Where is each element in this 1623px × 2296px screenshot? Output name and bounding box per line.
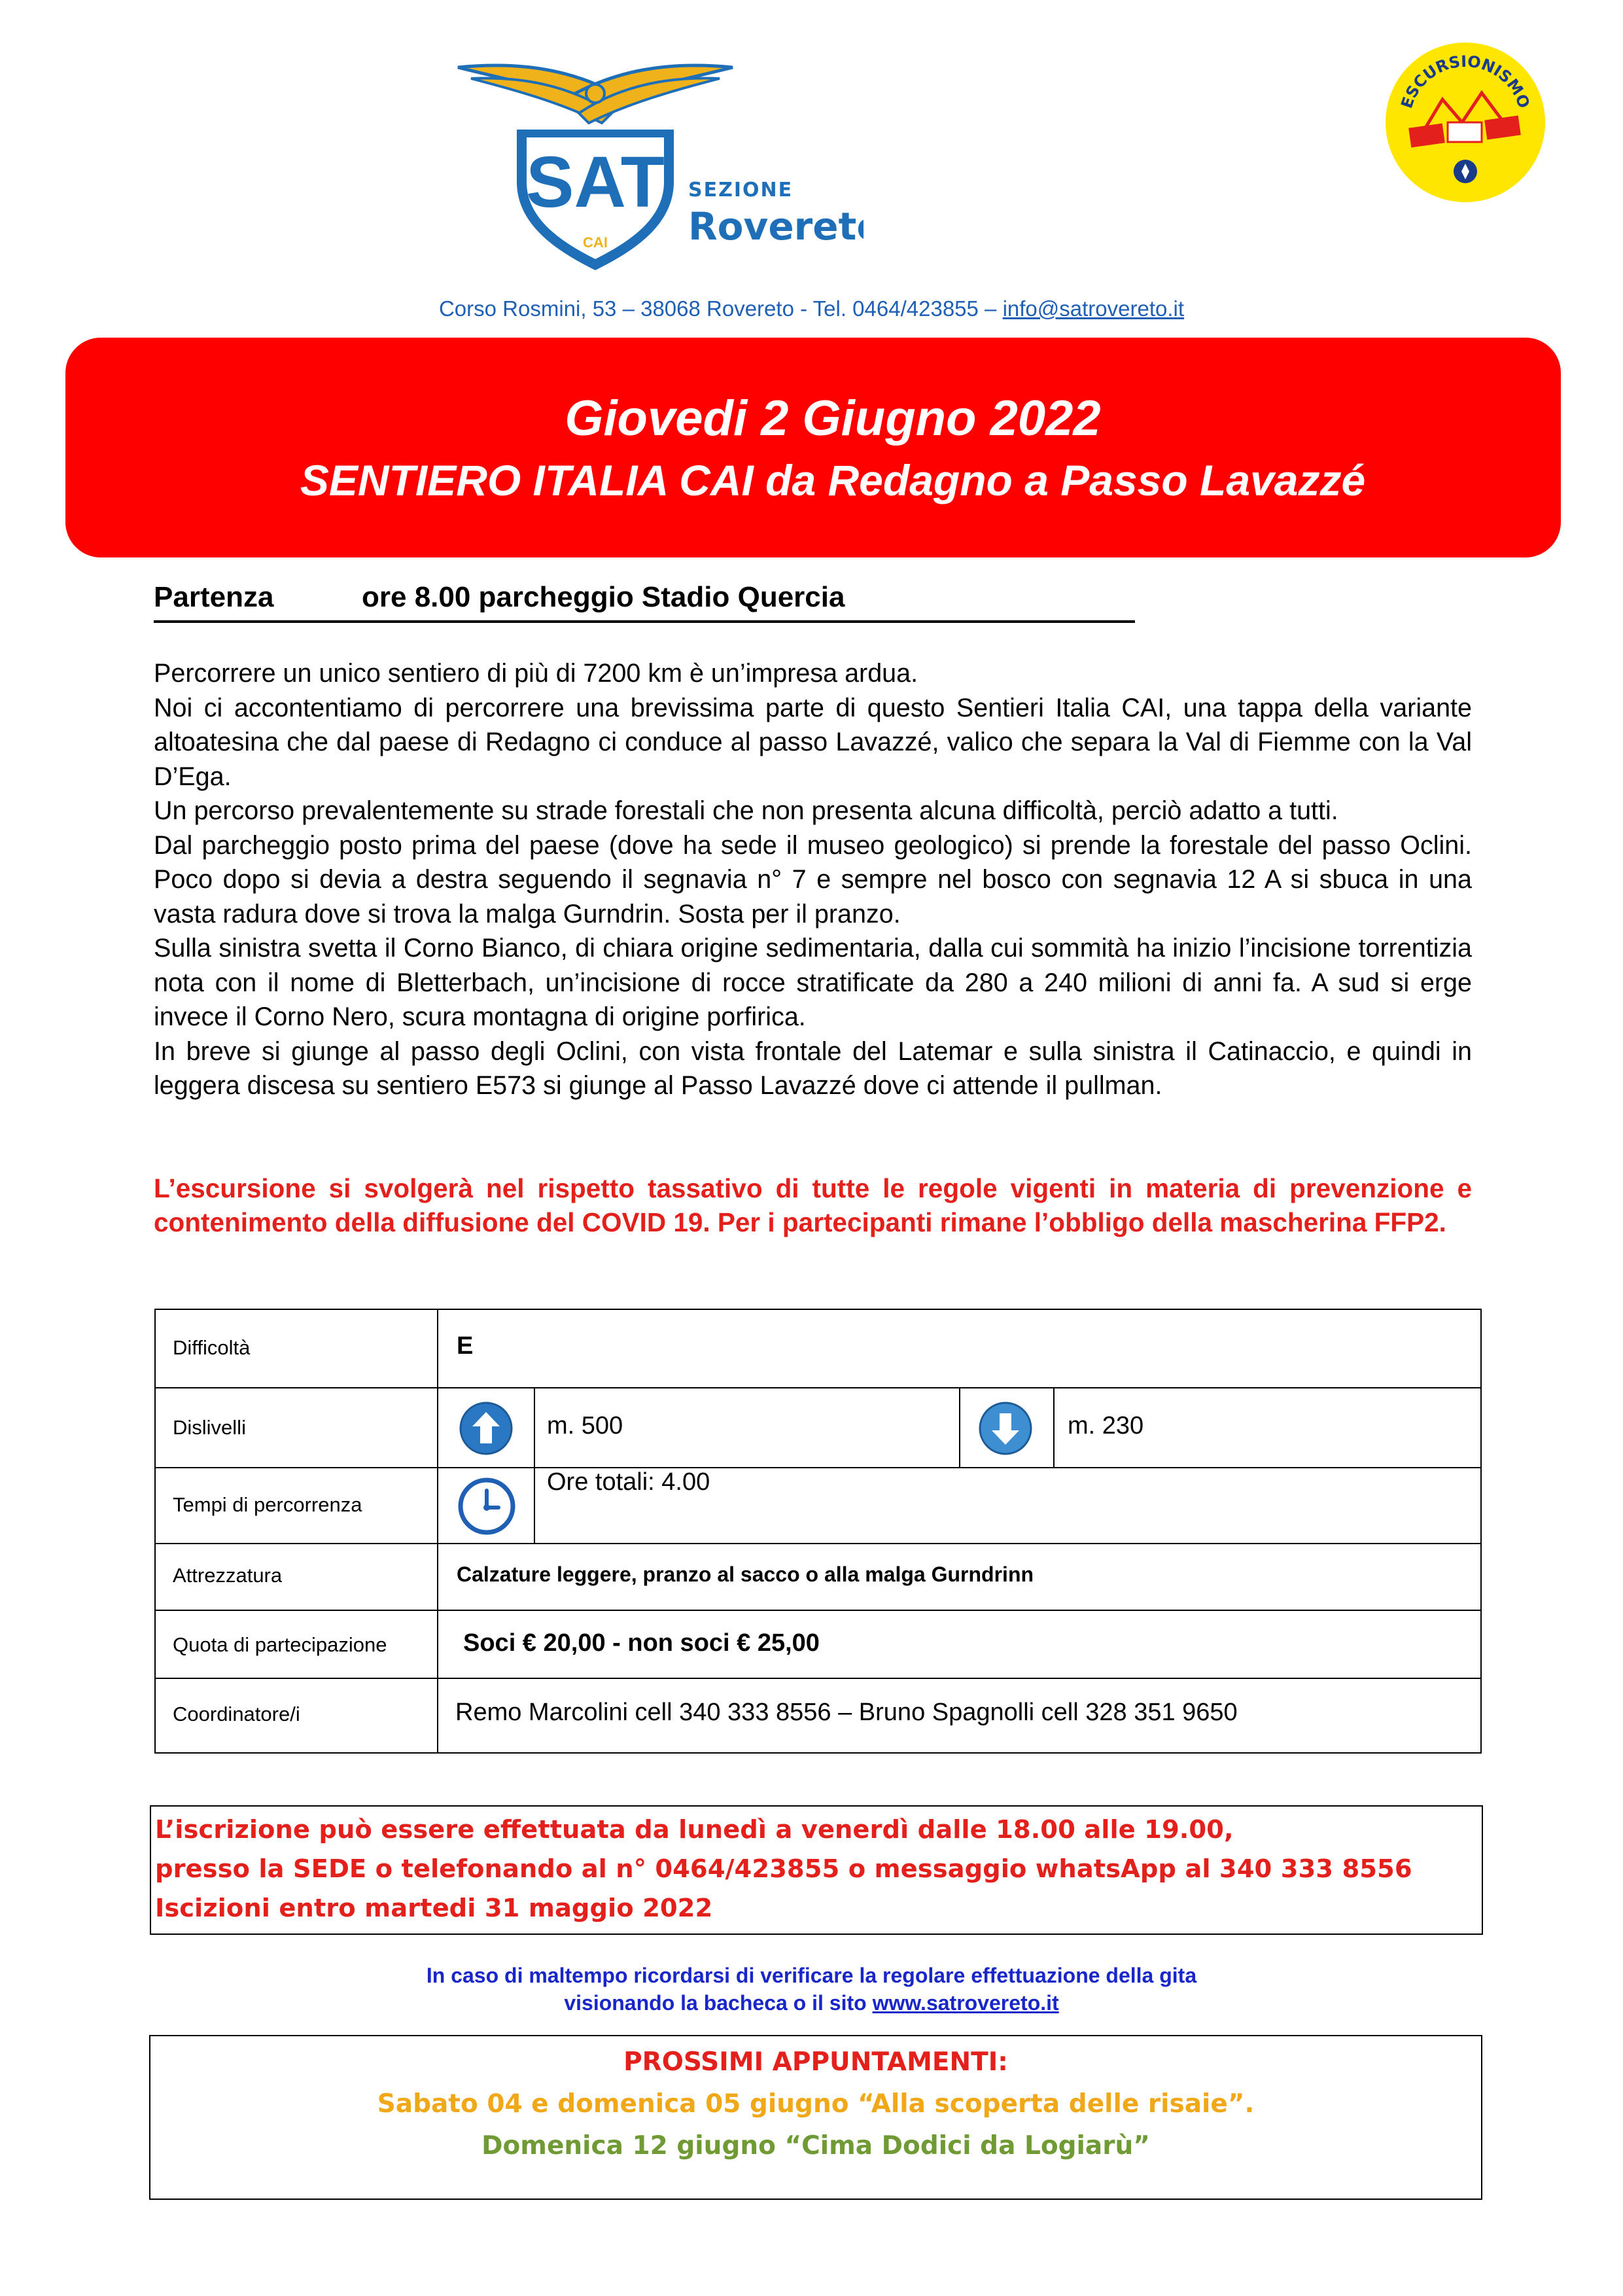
sat-letters: SAT [526, 142, 665, 222]
event-date: Giovedi 2 Giugno 2022 [565, 391, 1101, 446]
hiking-badge-icon [1384, 41, 1547, 204]
weather-note [0, 1962, 1623, 2017]
time-value: Ore totali: 4.00 [547, 1468, 710, 1496]
description-paragraph: Dal parcheggio posto prima del paese (dove ha sede il museo geologico) si prende la forestale del passo Oclini. Poco dopo si devia a destra seguendo il segnavia n° 7 e sempre nel bosco con segnavia 12 A si sbuca in una vasta radura dove si trova la malga Gurndrin. Sosta per il pranzo. [154, 830, 1472, 928]
weather-note-line: In caso di maltempo ricordarsi di verificare la regolare effettuazione della gita [426, 1964, 1197, 1987]
description-paragraph: Sulla sinistra svetta il Corno Bianco, di chiara origine sedimentaria, dalla cui sommità ha inizio l’incisione torrentizia nota con il nome di Bletterbach, un’incisione di rocce stratificate da 280 a 240 milioni di anni fa. A sud si erge invece il Corno Nero, scura montagna di origine porfirica. [154, 934, 1472, 1031]
registration-box [150, 1805, 1483, 1935]
sezione-label: SEZIONE [688, 179, 794, 202]
arrow-down-circle-icon [979, 1402, 1032, 1455]
upcoming-title: PROSSIMI APPUNTAMENTI: [623, 2047, 1008, 2077]
sat-logo [445, 58, 864, 274]
equipment-label: Attrezzatura [173, 1564, 283, 1587]
upcoming-item: Sabato 04 e domenica 05 giugno “Alla scoperta delle risaie”. [377, 2089, 1255, 2119]
difficulty-value: E [457, 1332, 474, 1360]
description-paragraph: Noi ci accontentiamo di percorrere una brevissima parte di questo Sentieri Italia CAI, una tappa della variante altoatesina che dal paese di Redagno ci conduce al passo Lavazzé, valico che separa la Val di Fiemme con la Val D’Ega. [154, 693, 1472, 791]
rovereto-label: Rovereto [688, 204, 864, 249]
website-link[interactable]: www.satrovereto.it [872, 1991, 1059, 2015]
address-text: Corso Rosmini, 53 – 38068 Rovereto - Tel. 0464/423855 – [438, 296, 1003, 321]
cai-letters: CAI [583, 234, 608, 251]
description-paragraph: Un percorso prevalentemente su strade forestali che non presenta alcuna difficoltà, perciò adatto a tutti. [154, 796, 1338, 825]
event-title: SENTIERO ITALIA CAI da Redagno a Passo Lavazzé [300, 456, 1366, 504]
departure-line [154, 576, 1135, 623]
eagle-shield-icon [445, 58, 864, 274]
escursionismo-badge [1384, 41, 1547, 204]
fee-label: Quota di partecipazione [173, 1633, 387, 1656]
departure-value: ore 8.00 parcheggio Stadio Quercia [362, 581, 845, 613]
departure-label: Partenza [154, 581, 274, 613]
equipment-value: Calzature leggere, pranzo al sacco o alla malga Gurndrinn [457, 1563, 1034, 1586]
arrow-up-circle-icon [459, 1402, 513, 1455]
fee-value: Soci € 20,00 - non soci € 25,00 [463, 1629, 820, 1657]
description [154, 656, 1472, 1103]
clock-icon [458, 1477, 515, 1535]
elevation-label: Dislivelli [173, 1416, 246, 1439]
weather-note-prefix: visionando la bacheca o il sito [564, 1991, 873, 2015]
description-paragraph: Percorrere un unico sentiero di più di 7200 km è un’impresa ardua. [154, 659, 918, 688]
registration-line: L’iscrizione può essere effettuata da lunedì a venerdì dalle 18.00 alle 19.00, [155, 1815, 1234, 1845]
title-banner [65, 338, 1561, 557]
time-label: Tempi di percorrenza [173, 1493, 362, 1516]
description-paragraph: In breve si giunge al passo degli Oclini, con vista frontale del Latemar e sulla sinistra il Catinaccio, e quindi in leggera discesa su sentiero E573 si giunge al Passo Lavazzé dove ci attende il pullman. [154, 1036, 1472, 1100]
descent-value: m. 230 [1068, 1412, 1144, 1439]
address-line [0, 296, 1623, 321]
registration-line: Iscizioni entro martedi 31 maggio 2022 [155, 1894, 713, 1923]
coordinators-label: Coordinatore/i [173, 1703, 300, 1725]
difficulty-label: Difficoltà [173, 1336, 251, 1359]
covid-notice: L’escursione si svolgerà nel rispetto tassativo di tutte le regole vigenti in materia di prevenzione e contenimento della diffusione del COVID 19. Per i partecipanti rimane l’obbligo della mascherina FFP2. [154, 1173, 1472, 1237]
coordinators-value: Remo Marcolini cell 340 333 8556 – Bruno Spagnolli cell 328 351 9650 [455, 1699, 1238, 1726]
email-link[interactable]: info@satrovereto.it [1002, 296, 1185, 321]
ascent-value: m. 500 [547, 1412, 623, 1439]
registration-line: presso la SEDE o telefonando al n° 0464/423855 o messaggio whatsApp al 340 333 8556 [155, 1854, 1412, 1884]
upcoming-item: Domenica 12 giugno “Cima Dodici da Logiarù” [481, 2131, 1150, 2161]
weather-note-line [0, 1989, 1623, 2017]
info-table [154, 1309, 1482, 1754]
badge-text: ESCURSIONISMO [1397, 52, 1533, 111]
upcoming-box [149, 2035, 1482, 2200]
